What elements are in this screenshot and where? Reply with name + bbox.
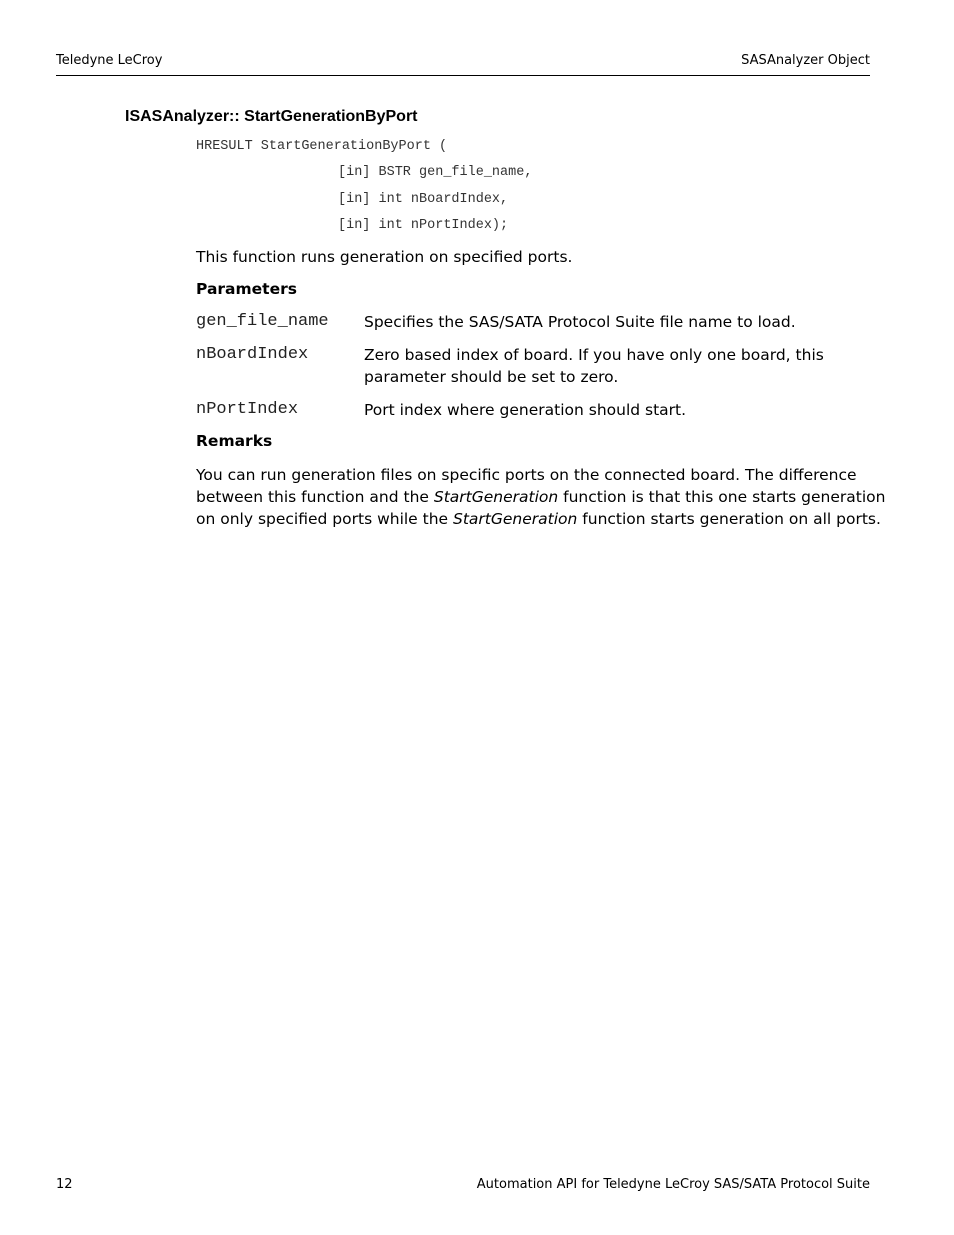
document-title: Automation API for Teledyne LeCroy SAS/SATA Protocol Suite bbox=[476, 1177, 870, 1192]
remarks-text: function is that this one starts generation bbox=[558, 488, 886, 506]
param-desc-line: parameter should be set to zero. bbox=[364, 368, 619, 386]
signature-line-4: [in] int nPortIndex); bbox=[338, 218, 509, 233]
param-desc-line: Port index where generation should start. bbox=[364, 401, 687, 419]
remarks-line-1: You can run generation files on specific ports on the connected board. The difference bbox=[196, 466, 857, 484]
section-title: ISASAnalyzer:: StartGenerationByPort bbox=[125, 108, 418, 125]
page-header bbox=[56, 53, 870, 76]
param-name-nboardindex: nBoardIndex bbox=[196, 345, 309, 364]
page-number: 12 bbox=[56, 1177, 73, 1192]
param-desc-line: Specifies the SAS/SATA Protocol Suite file name to load. bbox=[364, 313, 796, 331]
signature-line-1: HRESULT StartGenerationByPort ( bbox=[196, 139, 448, 154]
param-desc-gen-file-name bbox=[364, 311, 864, 333]
param-desc-nportindex bbox=[364, 399, 864, 421]
remarks-text: between this function and the bbox=[196, 488, 434, 506]
remarks-heading: Remarks bbox=[196, 432, 273, 450]
remarks-text: on only specified ports while the bbox=[196, 510, 454, 528]
header-section: SASAnalyzer Object bbox=[741, 53, 870, 68]
remarks-line-3 bbox=[196, 508, 886, 530]
param-desc-nboardindex bbox=[364, 344, 864, 388]
param-name-gen-file-name: gen_file_name bbox=[196, 312, 329, 331]
remarks-paragraph bbox=[196, 464, 886, 530]
header-company: Teledyne LeCroy bbox=[56, 53, 163, 68]
remarks-line-2 bbox=[196, 486, 886, 508]
function-description: This function runs generation on specified ports. bbox=[196, 248, 573, 266]
param-name-nportindex: nPortIndex bbox=[196, 400, 299, 419]
remarks-text: function starts generation on all ports. bbox=[577, 510, 881, 528]
signature-line-3: [in] int nBoardIndex, bbox=[338, 192, 509, 207]
function-reference: StartGeneration bbox=[453, 510, 578, 528]
function-reference: StartGeneration bbox=[433, 488, 559, 506]
signature-line-2: [in] BSTR gen_file_name, bbox=[338, 165, 533, 180]
param-desc-line: Zero based index of board. If you have only one board, this bbox=[364, 346, 824, 364]
parameters-heading: Parameters bbox=[196, 280, 297, 298]
